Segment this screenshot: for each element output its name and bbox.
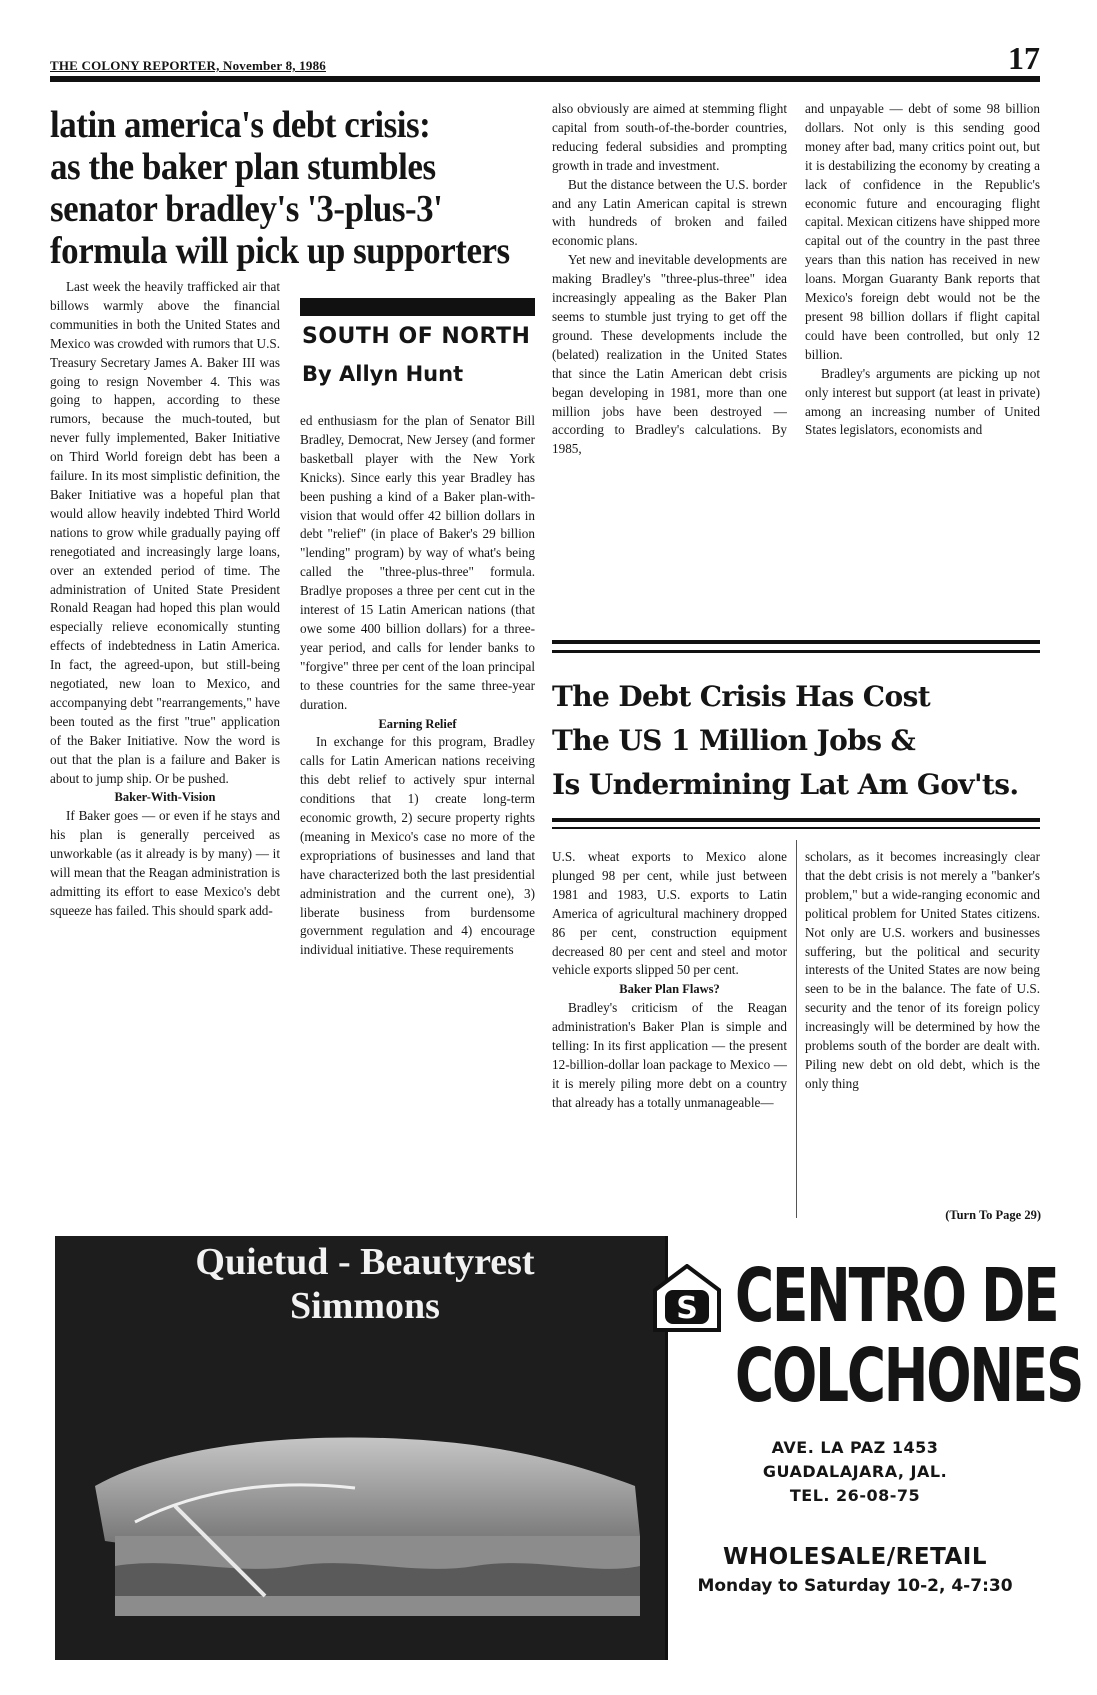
box-rule-top [552,650,1040,653]
paragraph: Last week the heavily trafficked air that billows warmly above the financial communities in both the United States and Mexico was crowded with rumors that U.S. Treasury Secretary James A. Baker III was going to resign November 4. This was going to happen, according to these rumors, because the much-touted, but never fully implemented, Baker Initiative on Third World foreign debt has been a failure. In its most simplistic definition, the Baker Initiative was a hopeful plan that would allow heavily indebted Third World nations to grow while gradually paying off renegotiated and increasingly large loans, over an extended period of time. The administration of United State President Ronald Reagan had hoped this plan would especially relieve economically stunting effects of indebtedness in Latin America. In fact, the agreed-upon, but still-being negotiated, new loan to Mexico, and accompanying debt "rearrangements," have been touted as the first "true" application of the Baker Initiative. Now the word is out that the plan is a failure and Baker is about to jump ship. Or be pushed. [50,279,280,786]
article-column-5 [552,848,787,1226]
column-divider [796,840,797,1218]
ad-phone: TEL. 26-08-75 [789,1486,921,1505]
subheading: Baker-With-Vision [114,790,216,805]
paragraph: Yet new and inevitable developments are making Bradley's "three-plus-three" idea increasingly appealing as the Baker Plan seems to stumble just trying to get off the ground. These developments include the (belated) realization in the United States that since the Latin American debt crisis began developing in 1981, more than one million jobs have been destroyed — according to Bradley's calculations. By 1985, [552,252,787,457]
publication-line: THE COLONY REPORTER, November 8, 1986 [50,58,326,73]
ad-address: AVE. LA PAZ 1453 [771,1438,939,1457]
paragraph: also obviously are aimed at stemming flight capital from south-of-the-border countries, reducing federal subsidies and prompting growth in trade and investment. [552,101,787,173]
pull-headline-line: The US 1 Million Jobs & [552,724,916,757]
ad-shop-line: CENTRO DE [735,1253,1058,1339]
paragraph: But the distance between the U.S. border and any Latin American capital is strewn with hundreds of broken and failed economic plans. [552,176,787,249]
ad-photo [55,1236,665,1660]
paragraph: scholars, as it becomes increasingly clear that the debt crisis is not merely a "banker's problem," but a wide-ranging economic and political problem for United States citizens. Not only are U.S. workers and businesses suffering, but the political and security interests of the United States are now being seen to be in the balance. The fate of U.S. security and the tenor of its foreign policy increasingly will be determined by how the problems south of the border are dealt with. Piling new debt on old debt, which is the only thing [805,849,1040,1091]
ad-brand-line: Simmons [290,1285,440,1327]
paragraph: Bradley's arguments are picking up not only interest but support (at least in private) among an increasing number of United States legislators, economists and [805,365,1040,438]
ad-city: GUADALAJARA, JAL. [762,1462,948,1481]
headline-line: senator bradley's '3-plus-3' [50,188,443,230]
paragraph: In exchange for this program, Bradley calls for Latin American nations receiving this debt relief to actively spur internal conditions that 1) create long-term economic growth, 2) secure property rights (meaning in Mexico's case no more of the expropriations of businesses and land that have characterized both the last presidential administration and the current one), 3) liberate business from burdensome government regulation and 4) encourage individual initiative. These requirements [300,734,535,958]
ad-brand [65,1240,665,1328]
headline-line: formula will pick up supporters [50,230,510,272]
subheading: Earning Relief [378,716,457,731]
continued-note: (Turn To Page 29) [941,1208,1041,1223]
ad-hours: Monday to Saturday 10-2, 4-7:30 [697,1576,1013,1596]
ad-wholesale: WHOLESALE/RETAIL [722,1544,987,1570]
logo-letter: S [676,1291,698,1326]
article-column-2 [300,412,535,1226]
advertisement [55,1236,1083,1660]
column-name: SOUTH OF NORTH [302,324,531,349]
box-rule-bottom [552,827,1040,829]
box-rule-bottom [552,818,1040,822]
article-column-4 [805,100,1040,612]
masthead-rule [50,76,1040,82]
paragraph: If Baker goes — or even if he stays and his plan is generally perceived as unworkable (as it already is by many) — it will mean that the Reagan administration is admitting its effort to ease Mexico's debt squeeze has failed. This should spark add- [50,808,280,918]
simmons-logo-icon [653,1264,721,1332]
headline-line: latin america's debt crisis: [50,104,431,146]
paragraph: and unpayable — debt of some 98 billion dollars. Not only is this sending good money after bad, many critics point out, but it is destabilizing the economy by creating a lack of confidence in the Republic's economic future and encouraging flight capital. Mexican citizens have shipped more capital out of the country in the past three years than this nation has received in new loans. Morgan Guaranty Bank reports that Mexico's foreign debt would not be the present 98 billion dollars if flight capital could have been controlled, but only 12 billion. [805,101,1040,362]
article-column-3 [552,100,787,612]
byline: By Allyn Hunt [302,362,464,386]
page-number: 17 [1008,40,1040,76]
subheading: Baker Plan Flaws? [619,982,720,997]
article-headline [50,104,510,272]
paragraph: ed enthusiasm for the plan of Senator Bill Bradley, Democrat, New Jersey (and former basketball player with the New York Knicks). Since early this year Bradley has been pushing a kind of a Baker plan-with-vision that would offer 42 billion dollars in debt "relief" (in place of Baker's 29 billion "lending" program) by way of what's being called the "three-plus-three" formula. Bradlye proposes a three per cent cut in the interest of 15 Latin American nations (that owe some 400 billion dollars) for a three-year period, and calls for lender banks to "forgive" three per cent of the loan principal to these countries for the same three-year duration. [300,413,535,712]
pull-headline [552,675,1040,807]
article-column-1 [50,278,280,1226]
ad-contact [665,1436,1045,1596]
ad-brand-line: Quietud - Beautyrest [195,1241,535,1283]
paragraph: U.S. wheat exports to Mexico alone plunged 98 per cent, while just between 1981 and 1983, U.S. exports to Latin America of agricultural machinery dropped 86 per cent, construction equipment decreased 80 per cent and steel and motor vehicle exports slipped 50 per cent. [552,849,787,978]
article-column-6 [805,848,1040,1226]
headline-line: as the baker plan stumbles [50,146,436,188]
paragraph: Bradley's criticism of the Reagan administration's Baker Plan is simple and telling: In its first application — the present 12-billion-dollar loan package to Mexico — it is merely piling more debt on a country that already has a totally unmanageable— [552,1000,787,1110]
ad-shop-name [735,1253,1083,1419]
masthead [50,40,1040,76]
pull-headline-line: Is Undermining Lat Am Gov'ts. [552,768,1019,801]
column-header-rule [300,298,535,316]
ad-shop-line: COLCHONES [735,1333,1083,1419]
box-rule-top [552,640,1040,644]
pull-headline-line: The Debt Crisis Has Cost [552,680,931,713]
